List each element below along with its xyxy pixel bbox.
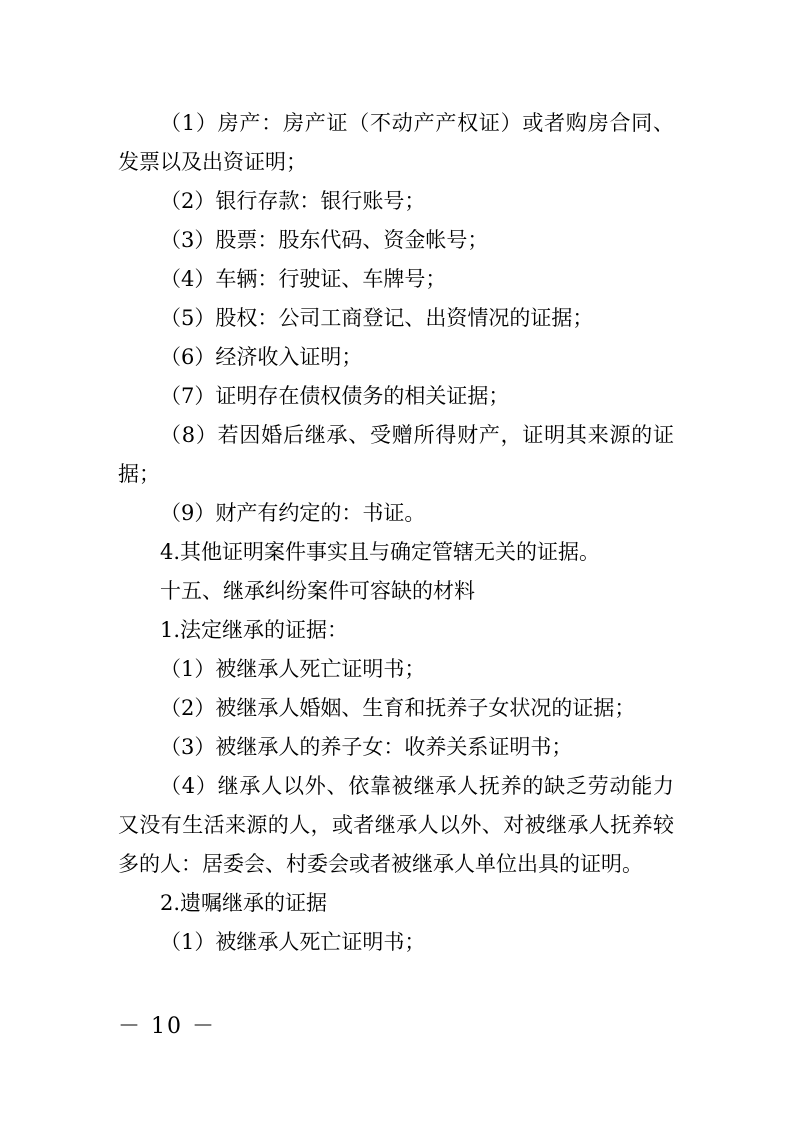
subheading-testamentary-inheritance: 2.遗嘱继承的证据 xyxy=(160,891,328,915)
paragraph-other-evidence: 4.其他证明案件事实且与确定管辖无关的证据。 xyxy=(160,540,601,564)
document-body xyxy=(118,104,674,962)
paragraph-debt-evidence: （7）证明存在债权债务的相关证据； xyxy=(160,384,510,408)
paragraph-death-certificate: （1）被继承人死亡证明书； xyxy=(160,657,426,681)
paragraph-adopted-children: （3）被继承人的养子女：收养关系证明书； xyxy=(160,735,573,759)
paragraph-bank-deposit: （2）银行存款：银行账号； xyxy=(160,189,426,213)
paragraph-vehicles: （4）车辆：行驶证、车牌号； xyxy=(160,267,447,291)
paragraph-income-proof: （6）经济收入证明； xyxy=(160,345,363,369)
page-number: － 10 － xyxy=(118,1014,216,1039)
paragraph-property-agreement: （9）财产有约定的：书证。 xyxy=(160,501,426,525)
subheading-statutory-inheritance: 1.法定继承的证据： xyxy=(160,618,349,642)
section-heading-inheritance: 十五、继承纠纷案件可容缺的材料 xyxy=(160,579,475,603)
paragraph-property-house: （1）房产：房产证（不动产产权证）或者购房合同、发票以及出资证明； xyxy=(118,111,674,174)
paragraph-inherited-property: （8）若因婚后继承、受赠所得财产，证明其来源的证据； xyxy=(118,423,674,486)
paragraph-death-certificate-will: （1）被继承人死亡证明书； xyxy=(160,930,426,954)
paragraph-dependents-proof: （4）继承人以外、依靠被继承人抚养的缺乏劳动能力又没有生活来源的人，或者继承人以外、对被继承人抚养较多的人：居委会、村委会或者被继承人单位出具的证明。 xyxy=(118,774,674,876)
paragraph-stocks: （3）股票：股东代码、资金帐号； xyxy=(160,228,489,252)
paragraph-marriage-status: （2）被继承人婚姻、生育和抚养子女状况的证据； xyxy=(160,696,636,720)
paragraph-equity: （5）股权：公司工商登记、出资情况的证据； xyxy=(160,306,594,330)
